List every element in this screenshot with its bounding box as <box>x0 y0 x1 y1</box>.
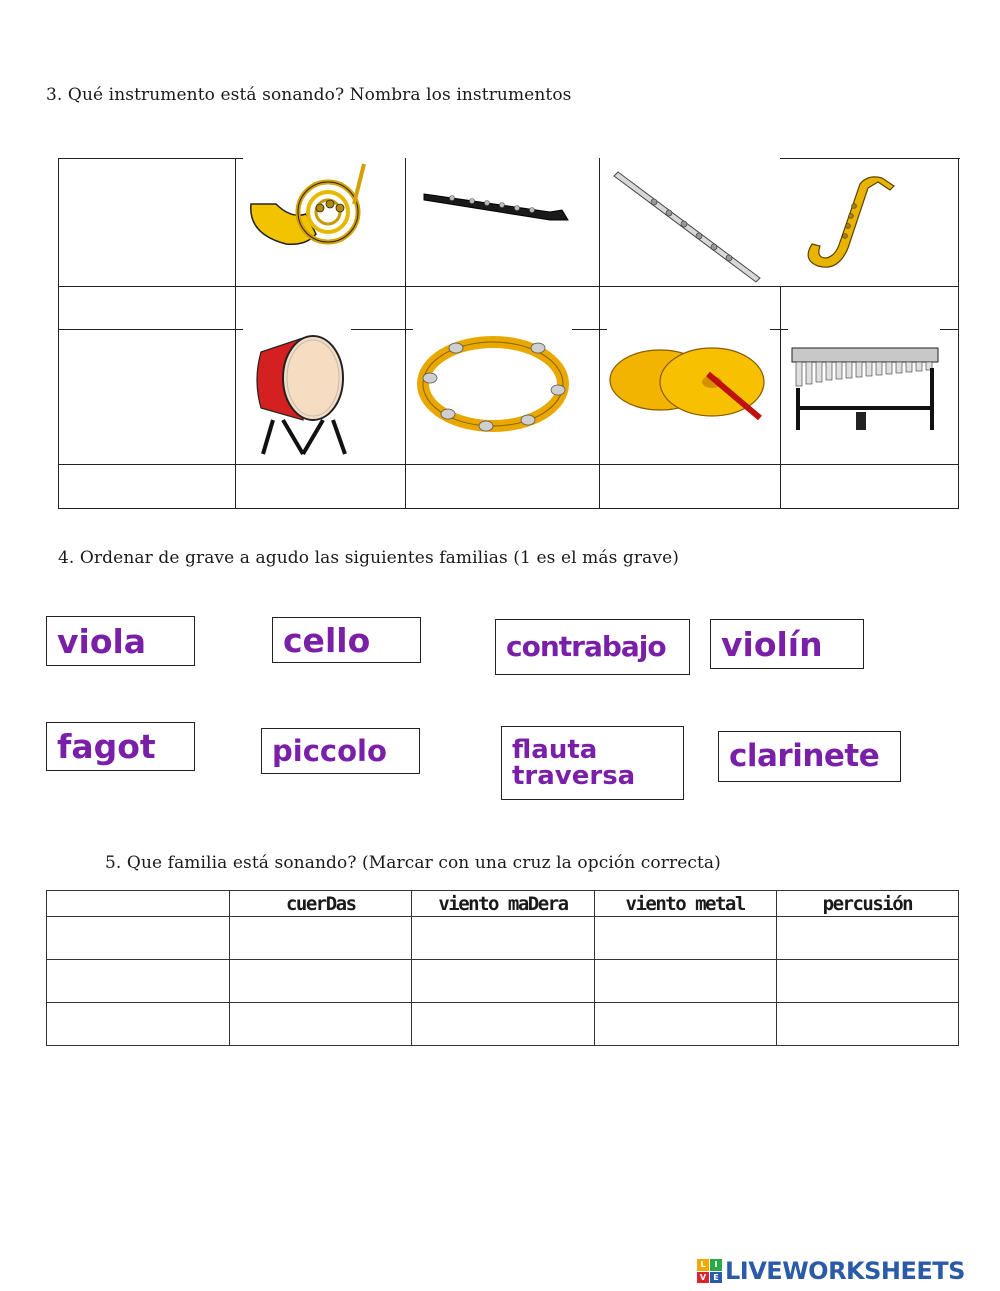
word-card-viola[interactable]: viola <box>46 616 195 666</box>
answer-input-clarinet[interactable] <box>408 289 597 327</box>
table-border <box>599 286 600 329</box>
mark-cell[interactable] <box>776 917 958 960</box>
table-border <box>780 286 781 329</box>
answer-input-row2-bottom[interactable] <box>62 467 232 506</box>
answer-input-flute[interactable] <box>602 289 778 327</box>
word-card-piccolo[interactable]: piccolo <box>261 728 420 774</box>
table-header-row <box>47 891 959 917</box>
row-label-cell[interactable] <box>47 1003 230 1046</box>
mark-cell[interactable] <box>412 960 594 1003</box>
liveworksheets-brand: LIVEWORKSHEETS <box>725 1257 965 1285</box>
word-card-cello[interactable]: cello <box>272 617 421 663</box>
question-4: 4. Ordenar de grave a agudo las siguientes familias (1 es el más grave) <box>58 548 679 568</box>
table-border <box>599 158 600 286</box>
liveworksheets-logo-icon: L I V E <box>697 1259 721 1283</box>
instrument-identification-table <box>58 158 959 509</box>
mark-cell[interactable] <box>412 1003 594 1046</box>
table-border <box>58 286 959 287</box>
table-row <box>47 960 959 1003</box>
cymbals-image <box>608 338 768 428</box>
header-empty <box>47 891 230 917</box>
mark-cell[interactable] <box>594 917 776 960</box>
table-border <box>780 329 781 509</box>
table-border <box>58 464 959 465</box>
mark-cell[interactable] <box>412 917 594 960</box>
table-border <box>572 329 607 330</box>
mark-cell[interactable] <box>594 1003 776 1046</box>
table-border <box>405 329 406 509</box>
table-border <box>351 329 413 330</box>
table-row <box>47 1003 959 1046</box>
mark-cell[interactable] <box>230 1003 412 1046</box>
table-border <box>235 329 236 509</box>
word-card-flauta-traversa[interactable]: flauta traversa <box>501 726 684 800</box>
answer-input-vibraphone[interactable] <box>783 467 956 506</box>
mark-cell[interactable] <box>230 917 412 960</box>
table-border <box>958 158 959 509</box>
table-border <box>58 158 59 509</box>
question-5: 5. Que familia está sonando? (Marcar con una cruz la opción correcta) <box>105 853 721 873</box>
question-3: 3. Qué instrumento está sonando? Nombra los instrumentos <box>46 85 572 105</box>
table-border <box>58 329 243 330</box>
table-border <box>235 158 236 286</box>
french-horn-image <box>246 164 376 254</box>
word-card-clarinete[interactable]: clarinete <box>718 731 901 782</box>
instrument-family-table <box>46 890 959 1046</box>
answer-input-french-horn[interactable] <box>238 289 403 327</box>
mark-cell[interactable] <box>230 960 412 1003</box>
header-cuerdas: cuerDas <box>230 891 412 917</box>
bass-drum-image <box>253 330 353 462</box>
header-percusion: percusión <box>776 891 958 917</box>
answer-input-saxophone[interactable] <box>783 289 956 327</box>
mark-cell[interactable] <box>594 960 776 1003</box>
table-border <box>770 329 788 330</box>
header-viento-metal: viento metal <box>594 891 776 917</box>
mark-cell[interactable] <box>776 1003 958 1046</box>
word-card-contrabajo[interactable]: contrabajo <box>495 619 690 675</box>
flute-image <box>614 166 764 286</box>
word-card-violin[interactable]: violín <box>710 619 864 669</box>
table-border <box>58 508 959 509</box>
header-viento-madera: viento maDera <box>412 891 594 917</box>
answer-input-cymbals[interactable] <box>602 467 778 506</box>
vibraphone-image <box>790 338 940 438</box>
word-card-fagot[interactable]: fagot <box>46 722 195 771</box>
saxophone-image <box>798 170 898 275</box>
answer-input-tambourine[interactable] <box>408 467 597 506</box>
answer-input-row1-label[interactable] <box>62 162 232 282</box>
table-border <box>940 329 959 330</box>
mark-cell[interactable] <box>776 960 958 1003</box>
table-border <box>405 158 406 286</box>
table-border <box>599 329 600 509</box>
table-border <box>780 158 960 159</box>
table-border <box>235 286 236 329</box>
liveworksheets-logo <box>697 1256 965 1286</box>
tambourine-image <box>418 334 568 434</box>
answer-input-row2-label[interactable] <box>62 332 232 462</box>
table-row <box>47 917 959 960</box>
row-label-cell[interactable] <box>47 917 230 960</box>
answer-input-bass-drum[interactable] <box>238 467 403 506</box>
row-label-cell[interactable] <box>47 960 230 1003</box>
table-border <box>405 286 406 329</box>
clarinet-image <box>422 186 572 226</box>
table-border <box>58 158 243 159</box>
